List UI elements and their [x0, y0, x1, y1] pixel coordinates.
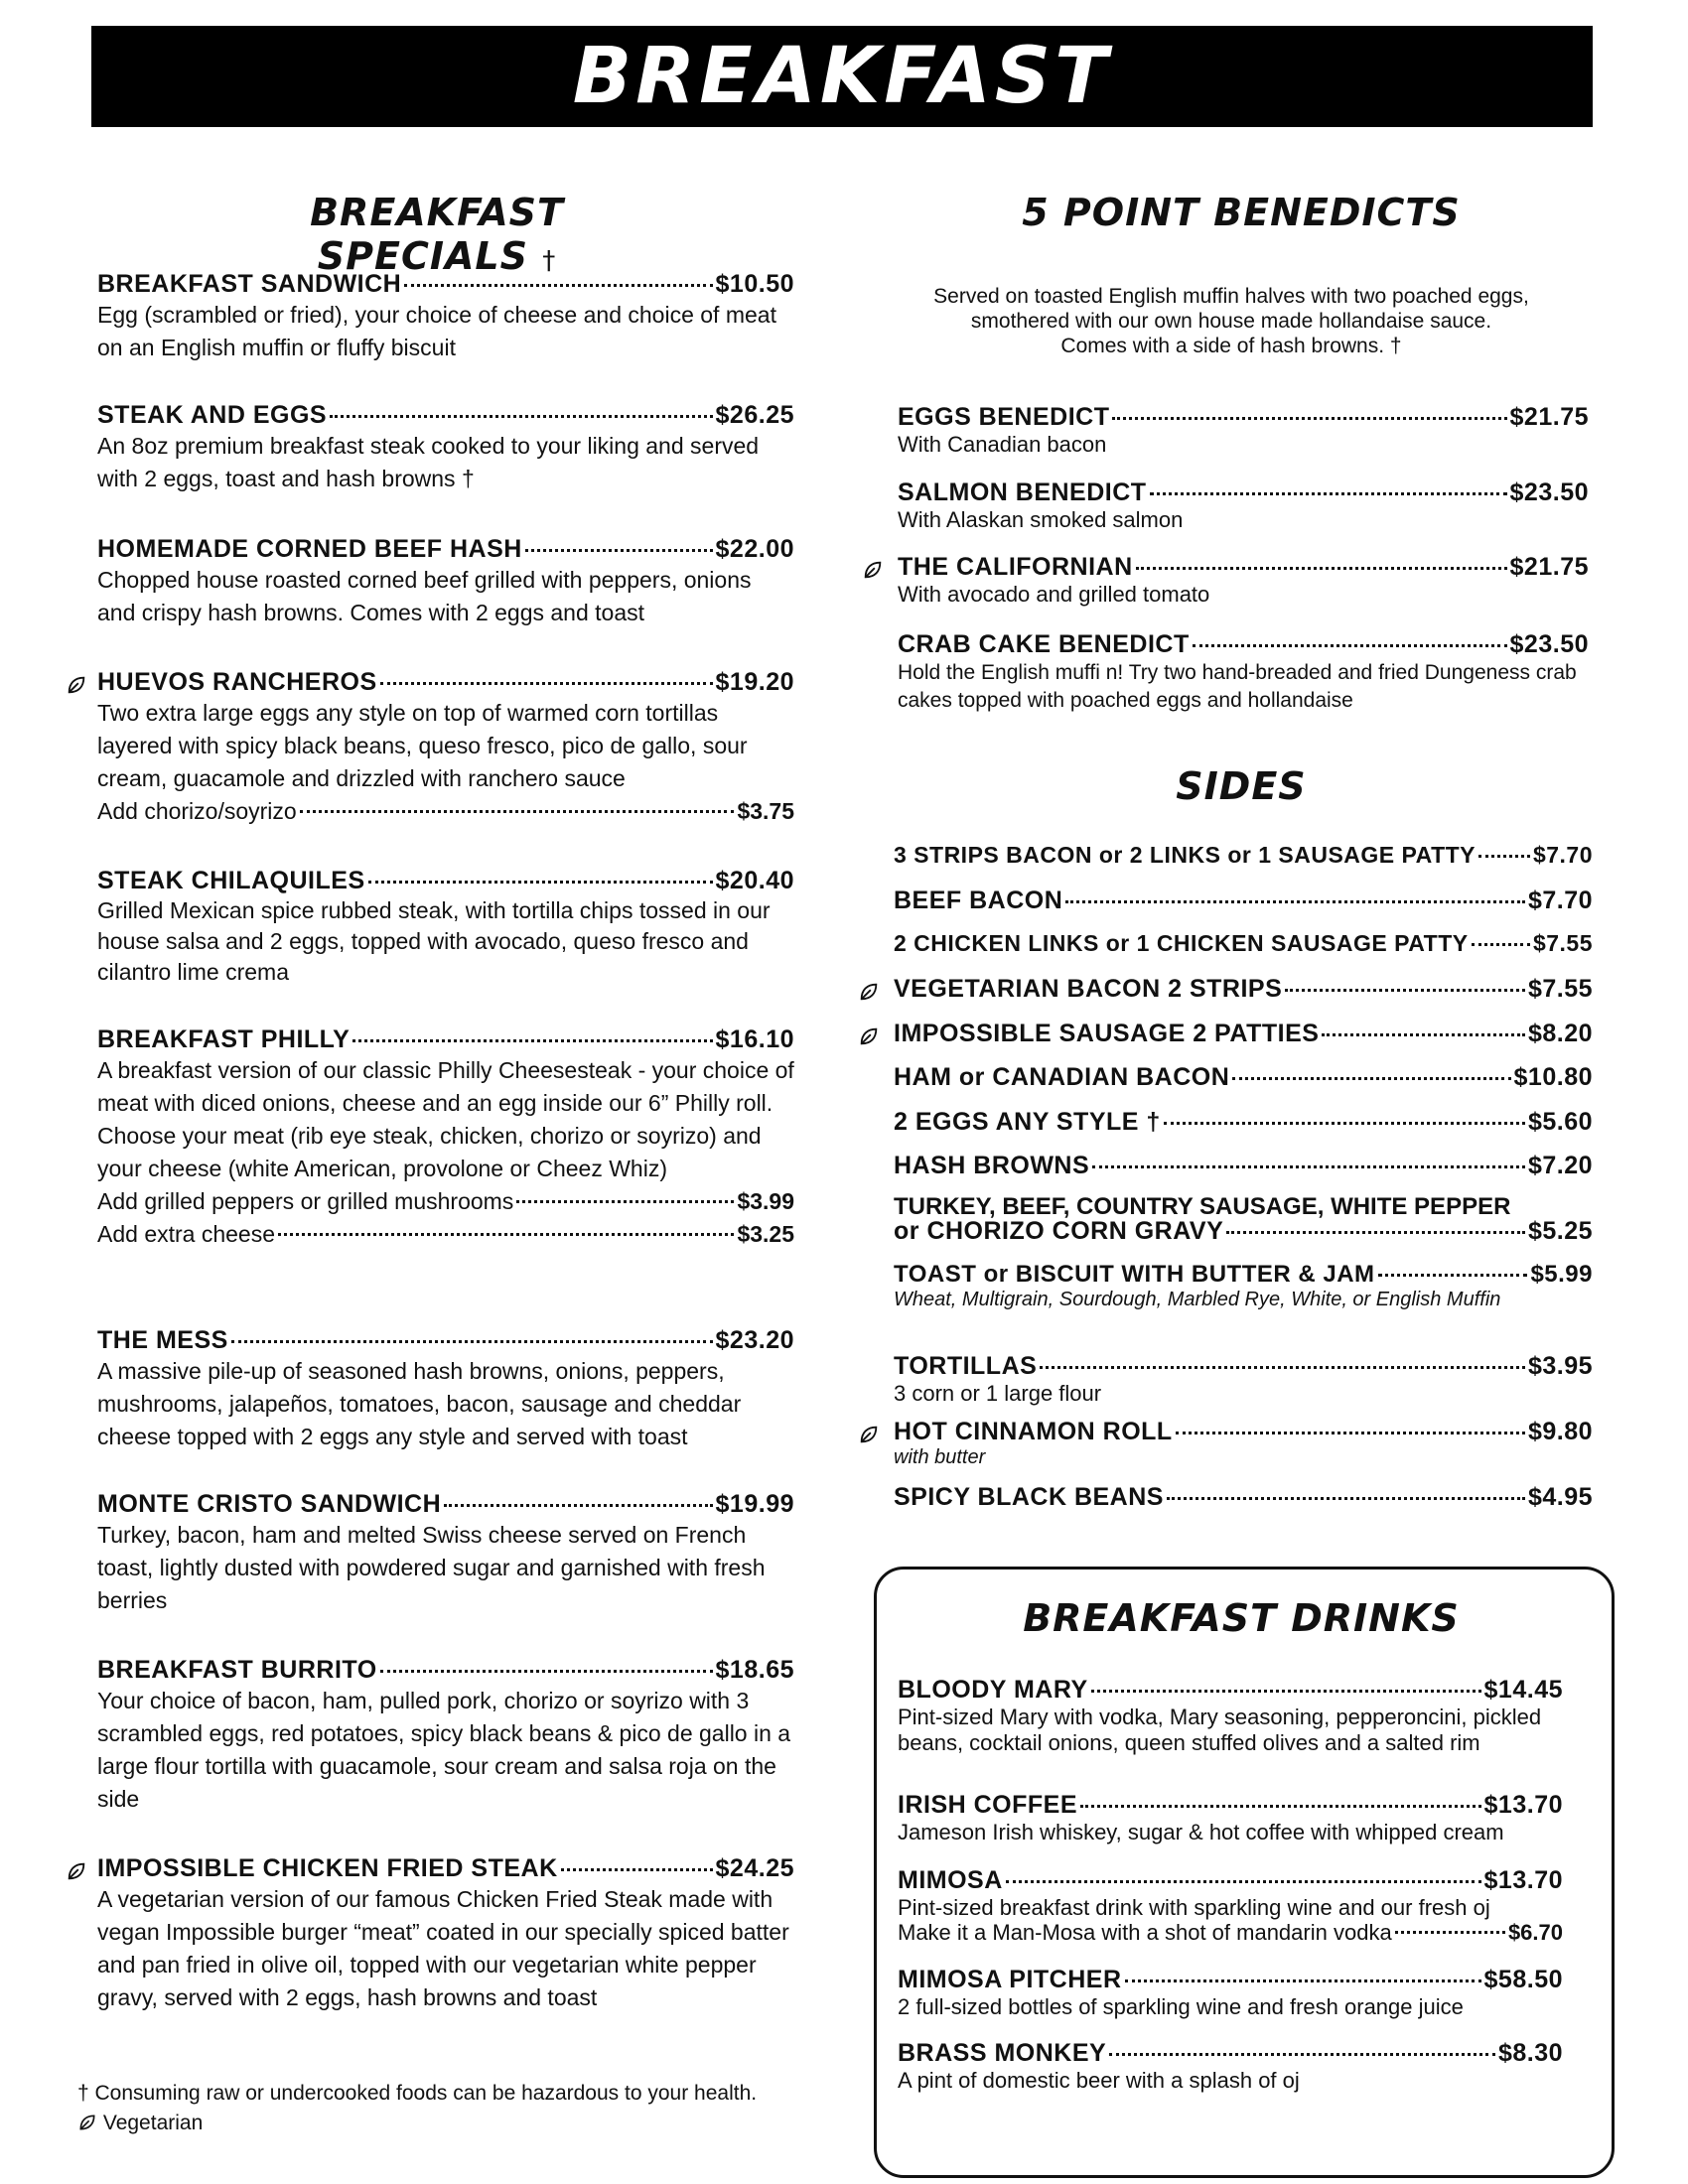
item-price: $23.50 — [1509, 630, 1589, 658]
side-item — [894, 975, 1593, 1020]
menu-item — [97, 1326, 794, 1490]
item-price: $8.30 — [1497, 2039, 1563, 2067]
item-price: $20.40 — [715, 867, 794, 894]
item-price: $23.50 — [1509, 478, 1589, 506]
side-item — [894, 887, 1593, 930]
item-price: $10.50 — [715, 270, 794, 298]
vegetarian-leaf-icon — [66, 1860, 87, 1882]
menu-item — [97, 668, 794, 867]
item-name: HOMEMADE CORNED BEEF HASH — [97, 535, 522, 563]
item-name: BREAKFAST SANDWICH — [97, 270, 402, 298]
item-addon — [97, 1185, 794, 1218]
item-name: TORTILLAS — [894, 1352, 1038, 1380]
item-name: HOT CINNAMON ROLL — [894, 1418, 1173, 1445]
item-name: BEEF BACON — [894, 887, 1063, 914]
item-description: Two extra large eggs any style on top of warmed corn tortillas layered with spicy black beans, queso fresco, pico de gallo, sour cream, guacamole and drizzled with ranchero sauce — [97, 700, 748, 791]
item-name: MONTE CRISTO SANDWICH — [97, 1490, 442, 1518]
item-price: $13.70 — [1483, 1791, 1563, 1819]
menu-item — [97, 1656, 794, 1854]
item-price: $5.99 — [1530, 1261, 1593, 1288]
item-description: With Alaskan smoked salmon — [898, 507, 1184, 532]
item-price: $23.20 — [715, 1326, 794, 1354]
menu-item — [898, 630, 1589, 715]
item-price: $7.20 — [1527, 1152, 1593, 1179]
specials-column — [97, 270, 794, 2023]
raw-food-footnote: † Consuming raw or undercooked foods can be hazardous to your health. — [77, 2082, 758, 2105]
drinks-column — [898, 1676, 1563, 2094]
drink-item — [898, 1966, 1563, 2039]
item-note: with butter — [894, 1446, 986, 1468]
benedicts-intro-line: smothered with our own house made hollandaise sauce. — [970, 310, 1492, 333]
item-addon — [898, 1921, 1563, 1945]
menu-item — [898, 478, 1589, 553]
item-name: STEAK CHILAQUILES — [97, 867, 365, 894]
vegetarian-leaf-icon — [858, 1424, 880, 1445]
benedicts-intro-line: Served on toasted English muffin halves with two poached eggs, — [933, 285, 1529, 308]
item-name: SPICY BLACK BEANS — [894, 1483, 1164, 1511]
menu-item — [97, 401, 794, 535]
side-item — [894, 1261, 1593, 1352]
item-name: SALMON BENEDICT — [898, 478, 1147, 506]
item-name: CRAB CAKE BENEDICT — [898, 630, 1190, 658]
item-description: 3 corn or 1 large flour — [894, 1381, 1102, 1406]
item-description: Pint-sized Mary with vodka, Mary seasoning, pepperoncini, pickled beans, cocktail onions, queen stuffed olives and a salted rim — [898, 1705, 1542, 1755]
item-name: HASH BROWNS — [894, 1152, 1090, 1179]
drink-item — [898, 1866, 1563, 1966]
item-name: BREAKFAST PHILLY — [97, 1025, 351, 1053]
item-price: $9.80 — [1527, 1418, 1593, 1445]
item-price: $5.25 — [1527, 1217, 1593, 1245]
item-price: $21.75 — [1509, 553, 1589, 581]
item-name: BREAKFAST BURRITO — [97, 1656, 377, 1684]
sides-column — [894, 842, 1593, 1527]
benedicts-column — [898, 403, 1589, 715]
side-item — [894, 930, 1593, 975]
item-name: 2 CHICKEN LINKS or 1 CHICKEN SAUSAGE PATTY — [894, 930, 1469, 956]
item-description: A breakfast version of our classic Philly Cheesesteak - your choice of meat with diced onions, cheese and an egg inside our 6” Philly roll. Choose your meat (rib eye steak, chicken, chorizo or soyrizo) and your cheese (white American, provolone or Cheez Whiz) — [97, 1057, 794, 1181]
side-item — [894, 1195, 1593, 1261]
item-name: THE CALIFORNIAN — [898, 553, 1133, 581]
vegetarian-legend — [77, 2109, 203, 2138]
vegetarian-legend-label: Vegetarian — [102, 2112, 204, 2134]
item-description: A pint of domestic beer with a splash of oj — [898, 2068, 1300, 2093]
item-addon — [97, 1218, 794, 1251]
benedicts-intro — [894, 284, 1569, 358]
item-note: Wheat, Multigrain, Sourdough, Marbled Rye, White, or English Muffin — [894, 1289, 1501, 1310]
item-name: 2 EGGS ANY STYLE † — [894, 1108, 1161, 1136]
addon-price: $3.99 — [737, 1188, 794, 1214]
side-item — [894, 1063, 1593, 1108]
item-price: $26.25 — [715, 401, 794, 429]
item-price: $5.60 — [1527, 1108, 1593, 1136]
menu-item — [97, 1854, 794, 2023]
drink-item — [898, 1791, 1563, 1866]
item-description: An 8oz premium breakfast steak cooked to your liking and served with 2 eggs, toast and hash browns † — [97, 433, 760, 491]
addon-label: Add extra cheese — [97, 1221, 276, 1247]
menu-item — [97, 1025, 794, 1326]
vegetarian-leaf-icon — [66, 674, 87, 696]
item-name-continued: or CHORIZO CORN GRAVY — [894, 1217, 1224, 1245]
item-price: $16.10 — [715, 1025, 794, 1053]
menu-item — [97, 535, 794, 668]
item-name: IRISH COFFEE — [898, 1791, 1078, 1819]
item-addon — [97, 795, 794, 828]
dagger-mark: † — [542, 246, 557, 276]
item-price: $7.55 — [1532, 930, 1593, 956]
side-item — [894, 1352, 1593, 1418]
addon-price: $3.75 — [737, 798, 794, 824]
item-name: IMPOSSIBLE SAUSAGE 2 PATTIES — [894, 1020, 1320, 1047]
item-description: A vegetarian version of our famous Chicken Fried Steak made with vegan Impossible burger “meat” coated in our specially spiced batter and pan fried in olive oil, topped with our vegetarian white pepper gravy, served with 2 eggs, hash browns and toast — [97, 1886, 789, 2010]
item-description: A massive pile-up of seasoned hash browns, onions, peppers, mushrooms, jalapeños, tomatoes, bacon, sausage and cheddar cheese topped with 2 eggs any style and served with toast — [97, 1358, 742, 1449]
item-price: $24.25 — [715, 1854, 794, 1882]
item-description: Jameson Irish whiskey, sugar & hot coffee with whipped cream — [898, 1820, 1504, 1844]
drinks-title: BREAKFAST DRINKS — [1023, 1596, 1460, 1640]
item-price: $58.50 — [1483, 1966, 1563, 1993]
item-price: $7.55 — [1527, 975, 1593, 1003]
menu-item — [898, 553, 1589, 630]
item-name: BRASS MONKEY — [898, 2039, 1107, 2067]
item-name: IMPOSSIBLE CHICKEN FRIED STEAK — [97, 1854, 558, 1882]
item-description: Chopped house roasted corned beef grilled with peppers, onions and crispy hash browns. Comes with 2 eggs and toast — [97, 567, 752, 625]
menu-item — [97, 867, 794, 1025]
addon-label: Add chorizo/soyrizo — [97, 798, 297, 824]
item-description: Hold the English muffi n! Try two hand-breaded and fried Dungeness crab cakes topped with poached eggs and hollandaise — [898, 661, 1577, 712]
vegetarian-leaf-icon — [858, 981, 880, 1003]
item-description: Grilled Mexican spice rubbed steak, with tortilla chips tossed in our house salsa and 2 eggs, topped with avocado, queso fresco and cilantro lime crema — [97, 897, 771, 985]
side-item — [894, 1108, 1593, 1152]
item-description: 2 full-sized bottles of sparkling wine and fresh orange juice — [898, 1994, 1464, 2019]
benedicts-title: 5 POINT BENEDICTS — [1022, 191, 1461, 234]
item-name: STEAK AND EGGS — [97, 401, 328, 429]
item-price: $7.70 — [1527, 887, 1593, 914]
item-name: TURKEY, BEEF, COUNTRY SAUSAGE, WHITE PEPPER — [894, 1193, 1511, 1220]
benedicts-intro-line: Comes with a side of hash browns. † — [1060, 335, 1402, 357]
item-price: $19.99 — [715, 1490, 794, 1518]
addon-price: $6.70 — [1507, 1920, 1563, 1945]
item-price: $8.20 — [1527, 1020, 1593, 1047]
side-item — [894, 1483, 1593, 1527]
item-price: $4.95 — [1527, 1483, 1593, 1511]
addon-label: Make it a Man-Mosa with a shot of mandarin vodka — [898, 1920, 1392, 1945]
item-description: With avocado and grilled tomato — [898, 582, 1210, 607]
side-item — [894, 1152, 1593, 1195]
item-name: VEGETARIAN BACON 2 STRIPS — [894, 975, 1283, 1003]
vegetarian-leaf-icon — [858, 1025, 880, 1047]
item-description: With Canadian bacon — [898, 432, 1107, 457]
item-price: $22.00 — [715, 535, 794, 563]
menu-item — [97, 270, 794, 401]
item-price: $7.70 — [1532, 842, 1593, 868]
item-name: HAM or CANADIAN BACON — [894, 1063, 1230, 1091]
breakfast-banner — [91, 26, 1593, 127]
specials-title-text: BREAKFAST SPECIALS — [310, 191, 564, 278]
item-price: $13.70 — [1483, 1866, 1563, 1894]
item-description: Turkey, bacon, ham and melted Swiss cheese served on French toast, lightly dusted with powdered sugar and garnished with fresh berries — [97, 1522, 766, 1613]
item-price: $3.95 — [1527, 1352, 1593, 1380]
side-item — [894, 1020, 1593, 1063]
side-item — [894, 842, 1593, 887]
item-name: HUEVOS RANCHEROS — [97, 668, 377, 696]
page-title: BREAKFAST — [572, 32, 1112, 121]
vegetarian-leaf-icon — [77, 2113, 97, 2132]
vegetarian-leaf-icon — [862, 559, 884, 581]
item-description: Egg (scrambled or fried), your choice of cheese and choice of meat on an English muffin or fluffy biscuit — [97, 302, 776, 360]
item-price: $21.75 — [1509, 403, 1589, 431]
item-description: Pint-sized breakfast drink with sparkling wine and our fresh oj — [898, 1895, 1490, 1920]
addon-price: $3.25 — [737, 1221, 794, 1247]
drink-item — [898, 2039, 1563, 2094]
item-price: $19.20 — [715, 668, 794, 696]
addon-label: Add grilled peppers or grilled mushrooms — [97, 1188, 514, 1214]
item-description: Your choice of bacon, ham, pulled pork, chorizo or soyrizo with 3 scrambled eggs, red potatoes, spicy black beans & pico de gallo in a large flour tortilla with guacamole, sour cream and salsa roja on the side — [97, 1688, 791, 1812]
sides-title: SIDES — [1176, 764, 1307, 808]
item-name: EGGS BENEDICT — [898, 403, 1110, 431]
item-name: 3 STRIPS BACON or 2 LINKS or 1 SAUSAGE PATTY — [894, 842, 1477, 868]
item-name: MIMOSA — [898, 1866, 1003, 1894]
item-name: TOAST or BISCUIT WITH BUTTER & JAM — [894, 1261, 1375, 1288]
item-name: BLOODY MARY — [898, 1676, 1088, 1704]
menu-item — [898, 403, 1589, 478]
item-price: $14.45 — [1483, 1676, 1563, 1704]
side-item — [894, 1418, 1593, 1483]
drink-item — [898, 1676, 1563, 1791]
item-price: $18.65 — [715, 1656, 794, 1684]
item-name: MIMOSA PITCHER — [898, 1966, 1122, 1993]
specials-title — [199, 191, 675, 278]
menu-item — [97, 1490, 794, 1656]
item-name: THE MESS — [97, 1326, 228, 1354]
item-price: $10.80 — [1513, 1063, 1593, 1091]
